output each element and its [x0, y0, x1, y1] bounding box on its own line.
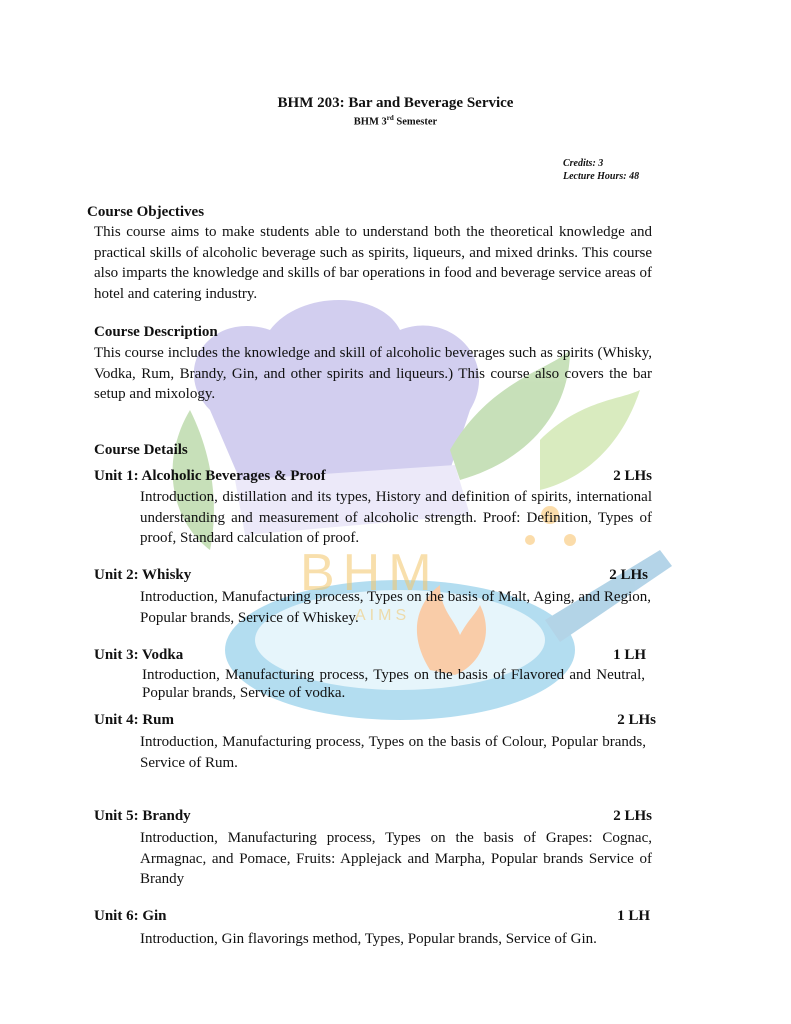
unit-hours: 1 LH [613, 647, 646, 663]
unit-hours: 2 LHs [617, 712, 656, 728]
description-heading: Course Description [94, 324, 218, 340]
unit-hours: 2 LHs [609, 567, 648, 583]
unit-description: Introduction, Gin flavorings method, Types, Popular brands, Service of Gin. [140, 931, 597, 947]
unit-header [94, 712, 656, 729]
credits: Credits: 3 [563, 158, 604, 169]
watermark-subtext: AIMS [355, 607, 411, 624]
unit-description: Introduction, Manufacturing process, Types on the basis of Malt, Aging, and Region, Popular brands, Service of Whiskey. [140, 589, 651, 626]
unit-description: Introduction, Manufacturing process, Types on the basis of Colour, Popular brands, Service of Rum. [140, 734, 646, 771]
unit-description: Introduction, distillation and its types, History and definition of spirits, international understanding and measurement of alcoholic strength. Proof: Definition, Types of proof, Standard calculation of proof. [140, 489, 652, 546]
semester-label: BHM 3rd Semester [353, 114, 438, 128]
unit-title: Unit 6: Gin [94, 908, 167, 924]
unit-title: Unit 3: Vodka [94, 647, 184, 663]
watermark-text: BHM [300, 544, 440, 602]
unit-header [94, 567, 648, 584]
objectives-text: This course aims to make students able to understand both the theoretical knowledge and practical skills of alcoholic beverage such as spirits, liqueurs, and mixed drinks. This course also imparts the knowledge and skills of bar operations in food and beverage service areas of hotel and catering industry. [94, 224, 652, 302]
unit-hours: 2 LHs [613, 468, 652, 484]
unit-title: Unit 1: Alcoholic Beverages & Proof [94, 468, 326, 484]
unit-hours: 1 LH [617, 908, 650, 924]
unit-header [94, 647, 646, 664]
unit-title: Unit 5: Brandy [94, 808, 191, 824]
objectives-heading: Course Objectives [87, 204, 205, 220]
unit-hours: 2 LHs [613, 808, 652, 824]
lecture-hours: Lecture Hours: 48 [563, 171, 640, 182]
details-heading: Course Details [94, 442, 188, 458]
unit-description: Introduction, Manufacturing process, Types on the basis of Grapes: Cognac, Armagnac, and Pomace, Fruits: Applejack and Marpha, Popular brands Service of Brandy [140, 830, 652, 887]
unit-title: Unit 4: Rum [94, 712, 175, 728]
unit-header [94, 468, 652, 485]
unit-header [94, 808, 652, 825]
description-text: This course includes the knowledge and skill of alcoholic beverages such as spirits (Whisky, Vodka, Rum, Brandy, Gin, and other spirits and liqueurs.) This course also covers the bar setup and mixology. [94, 345, 652, 402]
unit-description: Introduction, Manufacturing process, Types on the basis of Flavored and Neutral, Popular brands, Service of vodka. [142, 667, 645, 701]
course-title: BHM 203: Bar and Beverage Service [277, 95, 514, 111]
unit-header [94, 908, 650, 925]
unit-title: Unit 2: Whisky [94, 567, 192, 583]
credits-block [563, 157, 639, 183]
